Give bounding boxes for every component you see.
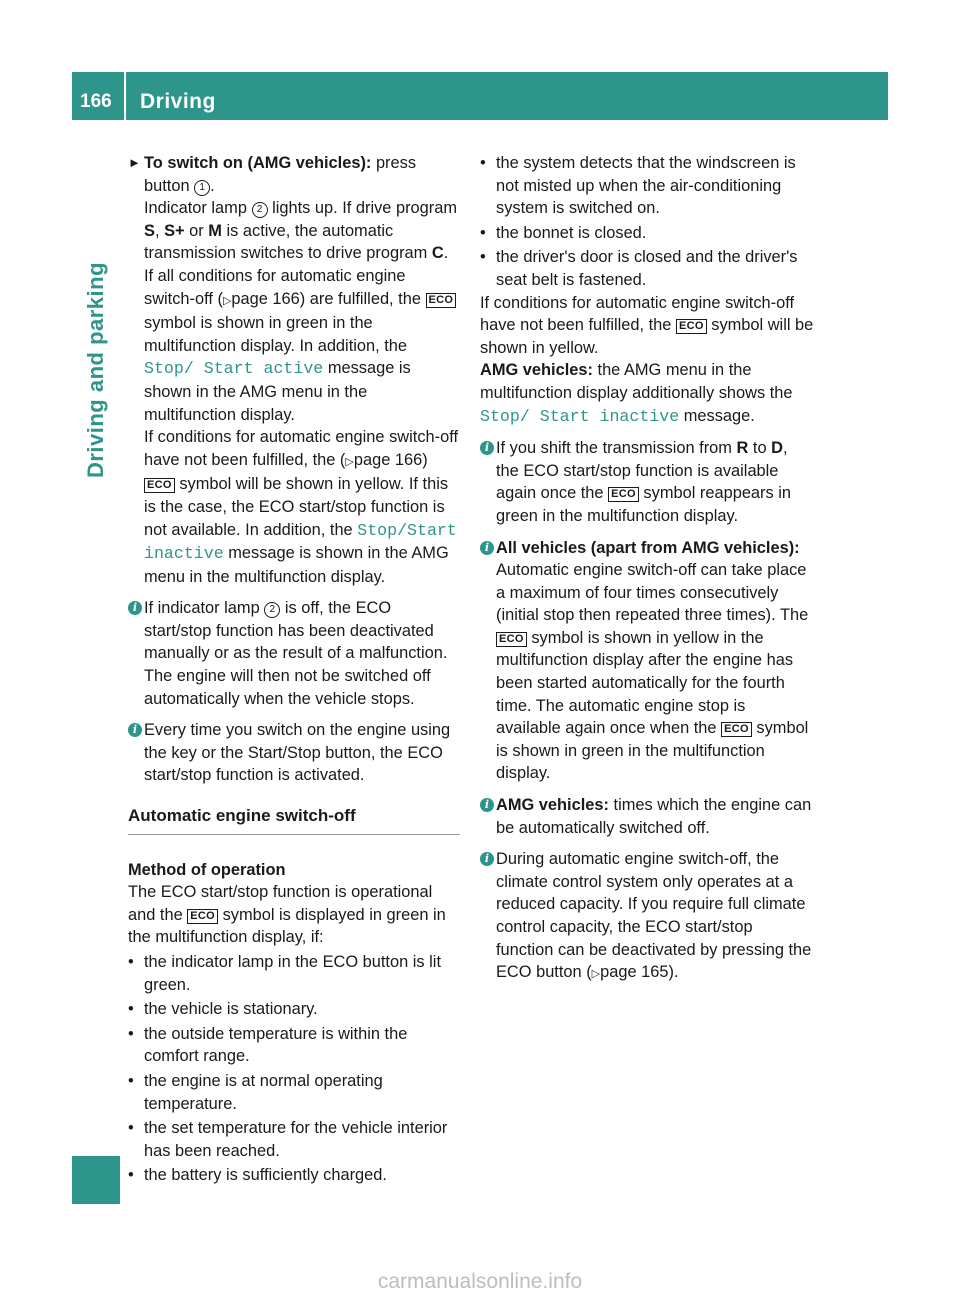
text: If conditions for automatic engine switch-off have not been fulfilled, the xyxy=(480,293,795,335)
eco-symbol-icon: ECO xyxy=(608,487,639,502)
info-note xyxy=(480,848,814,986)
gear-d: D xyxy=(771,439,783,458)
list-item: • the bonnet is closed. xyxy=(480,223,647,242)
eco-symbol-icon: ECO xyxy=(676,319,707,334)
info-note xyxy=(128,719,460,787)
program-s: S xyxy=(144,221,155,240)
page-number: 166 xyxy=(80,91,112,112)
text: is active, the automatic transmission switches to drive program xyxy=(144,221,428,263)
list-item: • the indicator lamp in the ECO button is lit green. xyxy=(128,953,442,994)
paragraph-amg xyxy=(480,359,814,428)
display-message: Stop/ Start inactive xyxy=(480,406,680,426)
display-message: Stop/Start inactive xyxy=(144,520,457,564)
program-s-plus: S+ xyxy=(164,221,185,240)
text: the system detects that the windscreen is not misted up when the air-conditioning system is switched on. xyxy=(496,154,796,218)
info-icon: i xyxy=(128,723,142,737)
text: ) are fulfilled, the xyxy=(299,289,421,308)
paragraph-conditions-fulfilled xyxy=(128,265,460,426)
text: lights up. If drive program xyxy=(272,199,458,218)
text: symbol is shown in yellow in the multifunction display after the engine has been started automatically for the fourth time. The automatic engine stop is available again once when the xyxy=(496,628,794,738)
text: symbol is shown in green in the multifunction display. In addition, the xyxy=(144,314,408,355)
text: times which the engine can be automatically switched off. xyxy=(496,796,812,837)
text: ) xyxy=(422,450,428,469)
text: During automatic engine switch-off, the climate control system only operates at a reduced capacity. If you require full climate control capacity, the ECO start/stop function can be deactivated by pressing the ECO button ( xyxy=(496,850,812,982)
side-chapter-block xyxy=(72,1156,120,1204)
info-icon: i xyxy=(128,601,142,615)
text: If you shift the transmission from xyxy=(496,439,732,458)
list-item: • the set temperature for the vehicle interior has been reached. xyxy=(128,1119,448,1160)
text: the AMG menu in the multifunction display additionally shows the xyxy=(480,361,793,402)
eco-symbol-icon: ECO xyxy=(426,293,457,308)
step-bold: To switch on (AMG vehicles): xyxy=(144,154,372,172)
text: symbol will be shown in yellow. xyxy=(480,316,814,357)
text: the driver's door is closed and the driver's seat belt is fastened. xyxy=(496,248,798,289)
text: is off, the ECO start/stop function has been deactivated manually or as the result of a malfunction. The engine will then not be switched off automatically when the vehicle stops. xyxy=(144,599,448,708)
info-icon: i xyxy=(480,852,494,866)
eco-symbol-icon: ECO xyxy=(721,722,752,737)
eco-symbol-icon: ECO xyxy=(144,478,175,493)
text: message is shown in the AMG menu in the multifunction display. xyxy=(144,359,411,424)
page-ref[interactable]: page 166 xyxy=(353,450,423,469)
bold-label: All vehicles (apart from AMG vehicles): xyxy=(496,538,800,557)
paragraph-yellow xyxy=(480,292,814,360)
list-item: • the driver's door is closed and the driver's seat belt is fastened. xyxy=(480,248,798,289)
eco-symbol-icon: ECO xyxy=(496,632,527,647)
text: ). xyxy=(668,963,679,982)
page-ref-triangle-icon: ▷ xyxy=(222,294,232,307)
info-icon: i xyxy=(480,541,494,555)
text: symbol will be shown in yellow. If this is the case, the ECO start/stop function is not available. In addition, the xyxy=(144,475,449,539)
circled-2-icon: 2 xyxy=(252,202,268,218)
text: If all conditions for automatic engine switch-off ( xyxy=(144,266,406,308)
bold-label: AMG vehicles: xyxy=(480,361,593,380)
circled-2-icon: 2 xyxy=(264,602,280,618)
side-chapter-label: Driving and parking xyxy=(83,261,108,479)
header-divider xyxy=(124,72,126,120)
text: symbol is shown in green in the multifunction display. xyxy=(496,719,809,783)
text: the indicator lamp in the ECO button is lit green. xyxy=(144,953,442,994)
text: the bonnet is closed. xyxy=(496,223,647,242)
text: , xyxy=(154,221,160,240)
text: , the ECO start/stop function is available again once the xyxy=(496,439,788,503)
info-note xyxy=(128,597,460,710)
watermark: carmanualsonline.info xyxy=(377,1270,583,1293)
circled-1-icon: 1 xyxy=(194,180,210,196)
paragraph-method xyxy=(128,881,460,949)
info-icon: i xyxy=(480,441,494,455)
text: to xyxy=(752,439,767,458)
step-switch-on xyxy=(128,152,460,197)
arrow-icon: ► xyxy=(128,155,141,170)
sub-title: Method of operation xyxy=(128,860,286,879)
info-note xyxy=(480,537,814,786)
info-note xyxy=(480,437,814,527)
text: symbol is displayed in green in the multifunction display, if: xyxy=(128,905,446,947)
section-title: Automatic engine switch-off xyxy=(128,805,460,835)
text: the engine is at normal operating temperature. xyxy=(144,1071,383,1113)
right-column xyxy=(480,152,814,986)
bold-label: AMG vehicles: xyxy=(496,796,609,815)
step-end: . xyxy=(210,176,215,195)
page-ref-triangle-icon: ▷ xyxy=(345,455,354,468)
left-column xyxy=(128,152,460,1187)
program-c: C xyxy=(431,244,444,263)
list-item: • the system detects that the windscreen is not misted up when the air-conditioning system is switched on. xyxy=(480,154,796,218)
info-icon: i xyxy=(480,798,494,812)
page-ref[interactable]: page 165 xyxy=(600,963,669,982)
display-message: Stop/ Start active xyxy=(144,359,324,379)
step-text: press button xyxy=(144,154,417,195)
text: the vehicle is stationary. xyxy=(144,1000,318,1019)
text: The ECO start/stop function is operational and the xyxy=(128,883,433,924)
eco-symbol-icon: ECO xyxy=(187,909,218,924)
page-ref-triangle-icon: ▷ xyxy=(591,968,601,981)
page-ref[interactable]: page 166 xyxy=(231,289,300,308)
text: or xyxy=(189,221,204,240)
text: Every time you switch on the engine using the key or the Start/Stop button, the ECO start/stop function is activated. xyxy=(144,721,451,785)
text: If indicator lamp xyxy=(144,599,260,618)
page-title: Driving xyxy=(140,90,216,113)
text: Automatic engine switch-off can take place a maximum of four times consecutively (initial stop then repeated three times). The xyxy=(496,561,809,625)
program-m: M xyxy=(208,221,222,240)
text: the battery is sufficiently charged. xyxy=(144,1166,387,1185)
info-note xyxy=(480,794,814,839)
list-item: • the battery is sufficiently charged. xyxy=(128,1166,387,1185)
list-item: • the engine is at normal operating temperature. xyxy=(128,1071,383,1113)
text: . xyxy=(443,244,449,263)
paragraph-indicator xyxy=(128,197,460,265)
text: Indicator lamp xyxy=(144,199,247,218)
text: symbol reappears in green in the multifunction display. xyxy=(496,484,792,525)
text: the outside temperature is within the comfort range. xyxy=(144,1024,408,1066)
paragraph-conditions-not-fulfilled xyxy=(128,426,460,588)
list-item: • the vehicle is stationary. xyxy=(128,1000,318,1019)
text: message is shown in the AMG menu in the multifunction display. xyxy=(144,544,449,586)
text: message. xyxy=(683,406,755,425)
text: the set temperature for the vehicle interior has been reached. xyxy=(144,1119,448,1160)
gear-r: R xyxy=(736,439,749,458)
text: If conditions for automatic engine switch-off have not been fulfilled, the ( xyxy=(144,428,459,469)
list-item: • the outside temperature is within the comfort range. xyxy=(128,1024,408,1066)
